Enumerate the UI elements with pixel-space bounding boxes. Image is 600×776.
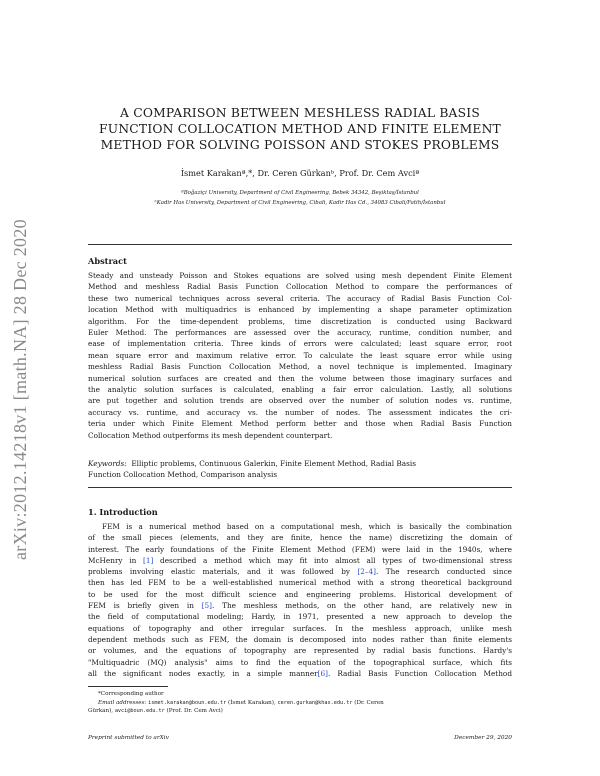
intro-text-span: FEM is briefly given in: [88, 601, 202, 611]
intro-line: FEM is a numerical method based on a computational mesh, which is basically the combination: [102, 522, 512, 531]
affiliation-a: ªBoğaziçi University, Department of Civil Engineering, Bebek 34342, Beşiktaş/İstanbul: [181, 190, 419, 196]
intro-line: [88, 566, 512, 577]
intro-line: [88, 555, 512, 566]
intro-text-span: all the significant nodes exactly, in a simple manner: [88, 668, 318, 678]
keywords-line: Elliptic problems, Continuous Galerkin, Finite Element Method, Radial Basis: [131, 459, 416, 468]
abstract-line: Euler Method. The performances are assessed over the accuracy, runtime, condition number, and: [88, 328, 512, 338]
citation-link[interactable]: [1]: [142, 555, 154, 565]
abstract-line: algorithm. For the time-dependent problems, time discretization is conducted using Backward: [88, 316, 512, 326]
abstract-line: meshless Radial Basis Function Collocation Method, a novel technique is implemented. Imaginary: [88, 362, 512, 372]
email-owner: Gürkan),: [88, 708, 115, 715]
intro-line: or volumes, and the equations of topography are represented by radial basis functions. Hardy's: [88, 646, 512, 656]
intro-line: dependent methods such as FEM, the domain is decomposed into nodes rather than finite elements: [88, 634, 512, 644]
abstract-line: accuracy vs. runtime, and accuracy vs. the number of nodes. The assessment indicates the cri-: [88, 407, 512, 417]
email-owner: (İsmet Karakan),: [226, 699, 278, 706]
intro-text-span: . The research conducted since: [376, 567, 512, 577]
intro-text-span: . The meshless methods, on the other hand, are relatively new in: [212, 601, 513, 611]
abstract-line: numerical solution surfaces are created and then the volume between those imaginary surfaces and: [88, 373, 512, 383]
intro-line: then has led FEM to be a well-established numerical method with a strong theoretical background: [88, 578, 512, 588]
abstract-line: Collocation Method outperforms its mesh dependent counterpart.: [88, 430, 333, 440]
email-owner: (Dr. Ceren: [352, 699, 384, 706]
abstract-line: the analytic solution surfaces is calculated, enabling a fair error calculation. Lastly, all solutions: [88, 385, 512, 395]
intro-text-span: McHenry in: [88, 555, 143, 565]
abstract-line: Steady and unsteady Poisson and Stokes equations are solved using mesh dependent Finite Element: [88, 271, 512, 280]
author-list: İsmet Karakanª,*, Dr. Ceren Gürkanᵇ, Prof. Dr. Cem Avciª: [180, 168, 420, 178]
email-link[interactable]: ceren.gurkan@khas.edu.tr: [277, 699, 353, 706]
intro-text-span: described a method which may fit into almost all types of two-dimensional stress: [153, 555, 512, 565]
affiliation-b: ᵇKadir Has University, Department of Civil Engineering, Cibali, Kadir Has Cd., 34083 Cibali/Fatih/İstanbul: [154, 200, 446, 206]
intro-line: "Multiquadric (MQ) analysis" aims to find the equation of the topographical surface, which fits: [88, 657, 512, 667]
keywords: [88, 458, 512, 481]
intro-text-span: . Radial Basis Function Collocation Method: [328, 668, 512, 678]
email-line: [88, 699, 512, 708]
abstract-line: ease of implementation criteria. Three kinds of errors were calculated; least square error, root: [88, 339, 512, 349]
title-line: A COMPARISON BETWEEN MESHLESS RADIAL BASIS: [120, 106, 480, 120]
section-heading-introduction: 1. Introduction: [88, 507, 158, 517]
abstract-line: teria under which Finite Element Method perform better and those when Radial Basis Function: [88, 419, 512, 429]
abstract-line: mean square error and maximum relative error. To calculate the least square error while using: [88, 350, 512, 360]
citation-link[interactable]: [2–4]: [357, 567, 377, 577]
email-owner: (Prof. Dr. Cem Avci): [164, 708, 223, 715]
citation-link[interactable]: [5]: [201, 601, 213, 611]
email-label: Email addresses:: [98, 699, 147, 706]
preprint-notice: Preprint submitted to arXiv: [88, 735, 169, 741]
intro-line: to be used for the most difficult science and engineering problems. Historical development of: [88, 589, 512, 599]
keywords-label: Keywords:: [88, 459, 127, 468]
keywords-line: Function Collocation Method, Comparison analysis: [88, 470, 278, 480]
abstract-bottom-rule: [88, 487, 512, 488]
intro-line: the field of computational modeling; Hardy, in 1971, presented a new approach to develop the: [88, 612, 512, 622]
email-link[interactable]: avci@boun.edu.tr: [114, 708, 165, 715]
footnotes: [88, 690, 512, 716]
email-link[interactable]: ismet.karakan@boun.edu.tr: [148, 699, 227, 706]
intro-text-span: problems involving elastic materials, and it was followed by: [88, 567, 358, 577]
intro-line: equations of topography and other irregular surfaces. In the meshless approach, unlike mesh: [88, 623, 512, 633]
intro-line: of the small pieces (elements, and they are finite, hence the name) discretizing the domain of: [88, 533, 512, 543]
citation-link[interactable]: [6]: [317, 668, 328, 678]
intro-line: [88, 600, 512, 611]
arxiv-identifier: arXiv:2012.14218v1 [math.NA] 28 Dec 2020: [10, 219, 30, 560]
footnote-rule: [88, 686, 168, 687]
email-line: [88, 707, 512, 716]
abstract-line: location Method with multiquadrics is enhanced by implementing a shape parameter optimization: [88, 305, 512, 315]
title-line: METHOD FOR SOLVING POISSON AND STOKES PROBLEMS: [100, 138, 500, 152]
abstract-top-rule: [88, 244, 512, 245]
abstract-line: these two numerical techniques across several criteria. The accuracy of Radial Basis Function Col-: [88, 293, 512, 303]
abstract-text: [88, 270, 512, 441]
paper-title: [70, 105, 530, 153]
intro-line: [88, 668, 512, 679]
preprint-date: December 29, 2020: [454, 735, 512, 741]
abstract-line: are put together and solution trends are observed over the number of solution nodes vs. runtime,: [88, 396, 512, 406]
intro-line: interest. The early foundations of the Finite Element Method (FEM) were laid in the 1940s, where: [88, 544, 512, 554]
abstract-heading: Abstract: [88, 256, 127, 266]
introduction-text: [88, 521, 512, 679]
title-line: FUNCTION COLLOCATION METHOD AND FINITE ELEMENT: [99, 122, 501, 136]
corresponding-author-note: *Corresponding author: [98, 691, 164, 697]
abstract-line: Method and meshless Radial Basis Function Collocation Method to compare the performances of: [88, 282, 512, 292]
